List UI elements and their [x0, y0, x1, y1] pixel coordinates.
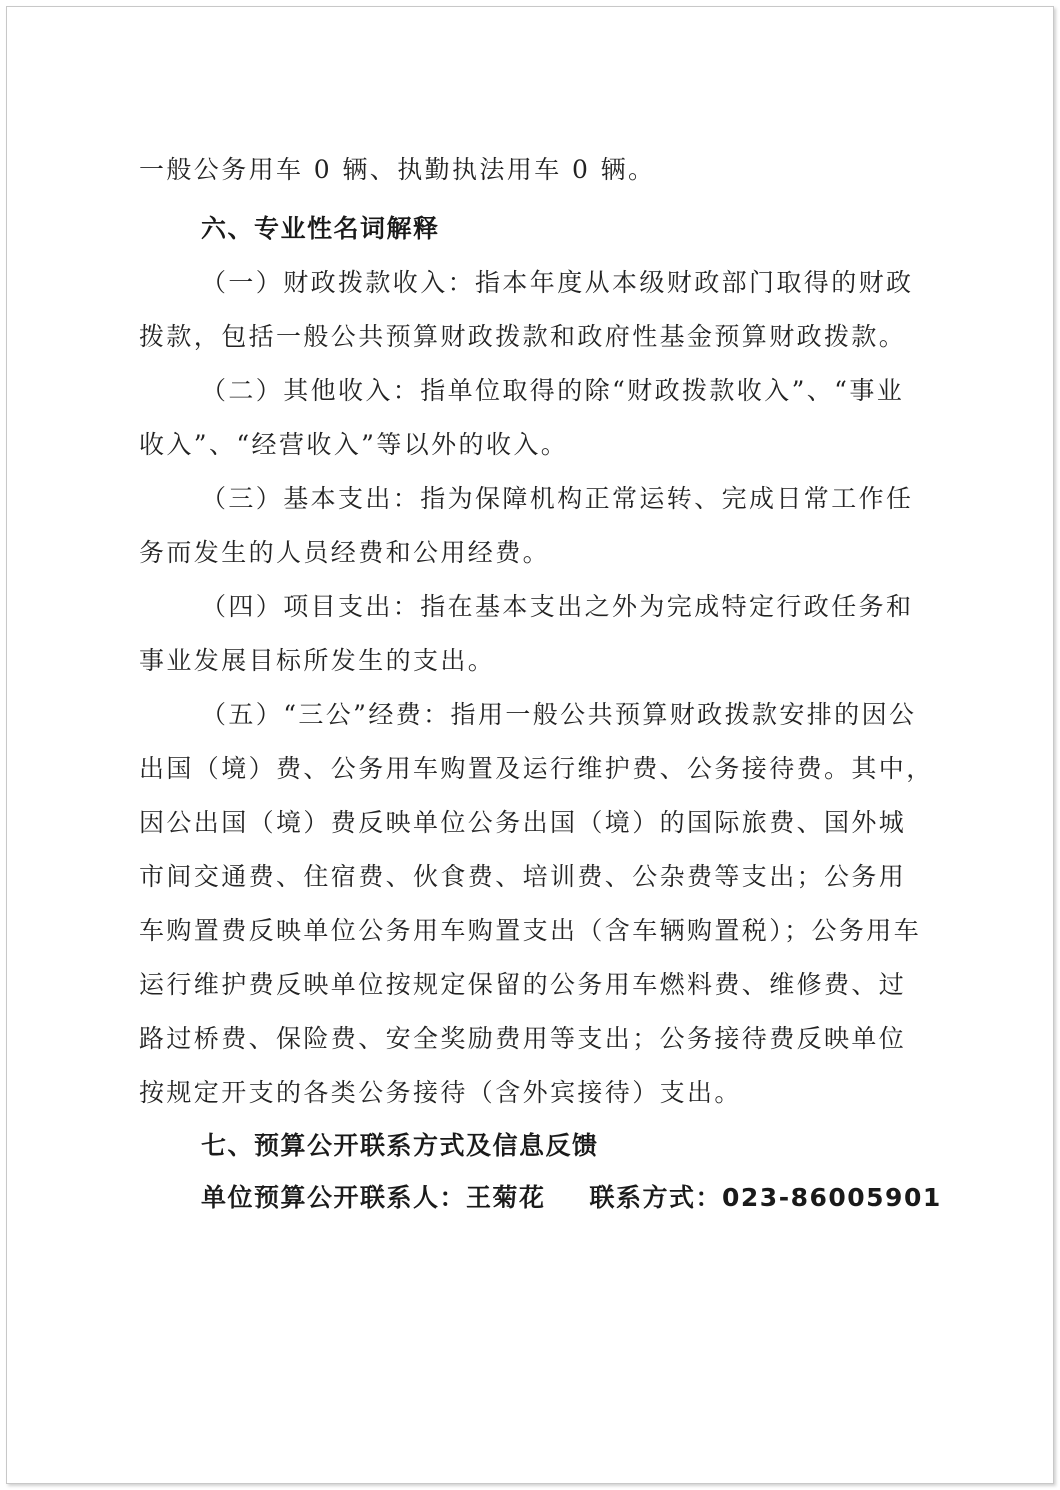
glossary-item-1-line-2: 拨款，包括一般公共预算财政拨款和政府性基金预算财政拨款。 — [139, 322, 907, 351]
glossary-item-5-line-6: 运行维护费反映单位按规定保留的公务用车燃料费、维修费、过 — [139, 970, 907, 999]
section-heading-glossary: 六、专业性名词解释 — [201, 214, 440, 243]
glossary-item-4-line-2: 事业发展目标所发生的支出。 — [139, 646, 496, 675]
glossary-item-5-line-8: 按规定开支的各类公务接待（含外宾接待）支出。 — [139, 1078, 742, 1107]
glossary-item-5-line-3: 因公出国（境）费反映单位公务出国（境）的国际旅费、国外城 — [139, 808, 907, 837]
contact-person: 单位预算公开联系人：王菊花 — [201, 1183, 546, 1212]
document-page — [6, 6, 1054, 1484]
contact-phone: 联系方式：023-86005901 — [589, 1183, 942, 1212]
glossary-item-5-line-2: 出国（境）费、公务用车购置及运行维护费、公务接待费。其中， — [139, 754, 934, 783]
glossary-item-2-line-1: （二）其他收入：指单位取得的除“财政拨款收入”、“事业 — [201, 376, 905, 405]
glossary-item-3-line-1: （三）基本支出：指为保障机构正常运转、完成日常工作任 — [201, 484, 914, 513]
glossary-item-4-line-1: （四）项目支出：指在基本支出之外为完成特定行政任务和 — [201, 592, 914, 621]
glossary-item-5-line-4: 市间交通费、住宿费、伙食费、培训费、公杂费等支出；公务用 — [139, 862, 907, 891]
glossary-item-5-line-1: （五）“三公”经费：指用一般公共预算财政拨款安排的因公 — [201, 700, 917, 729]
glossary-item-2-line-2: 收入”、“经营收入”等以外的收入。 — [139, 430, 569, 459]
glossary-item-5-line-7: 路过桥费、保险费、安全奖励费用等支出；公务接待费反映单位 — [139, 1024, 907, 1053]
contact-line — [201, 1171, 942, 1225]
vehicle-count-line: 一般公务用车 0 辆、执勤执法用车 0 辆。 — [139, 155, 656, 184]
glossary-item-1-line-1: （一）财政拨款收入：指本年度从本级财政部门取得的财政 — [201, 268, 914, 297]
section-heading-contact: 七、预算公开联系方式及信息反馈 — [201, 1131, 599, 1160]
glossary-item-3-line-2: 务而发生的人员经费和公用经费。 — [139, 538, 551, 567]
glossary-item-5-line-5: 车购置费反映单位公务用车购置支出（含车辆购置税）；公务用车 — [139, 916, 922, 945]
